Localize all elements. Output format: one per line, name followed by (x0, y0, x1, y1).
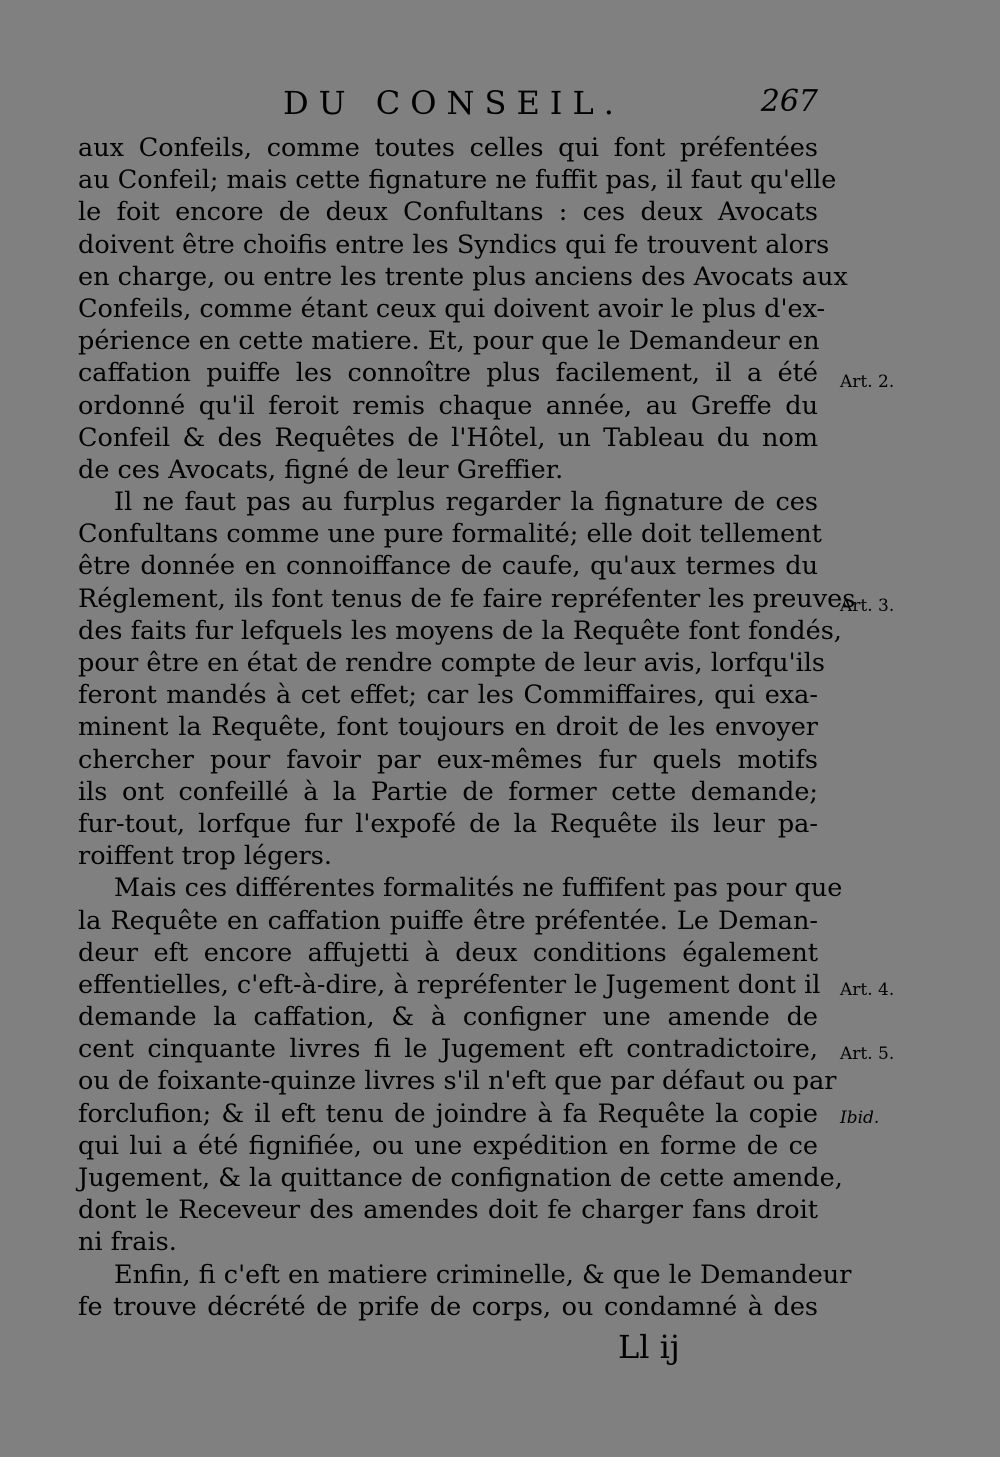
margin-note: Art. 4. (840, 980, 895, 1000)
text-line: dont le Receveur des amendes doit fe charger fans droit (78, 1195, 818, 1226)
text-line: des faits fur lefquels les moyens de la Requête font fondés, (78, 615, 842, 646)
margin-note: Art. 3. (840, 596, 895, 616)
text-line: ou de foixante-quinze livres s'il n'eft que par défaut ou par (78, 1066, 837, 1097)
text-line: de ces Avocats, figné de leur Greffier. (78, 454, 564, 485)
text-line: minent la Requête, font toujours en droit de les envoyer (78, 712, 818, 743)
text-line: doivent être choifis entre les Syndics qui fe trouvent alors (78, 229, 830, 260)
margin-note: Art. 5. (840, 1044, 895, 1064)
text-line: effentielles, c'eft-à-dire, à repréfenter le Jugement dont il (78, 969, 821, 1000)
text-line: qui lui a été fignifiée, ou une expédition en forme de ce (78, 1130, 818, 1161)
running-title: DU CONSEIL. (283, 84, 624, 122)
text-line: Confultans comme une pure formalité; elle doit tellement (78, 519, 822, 550)
running-header (78, 84, 818, 124)
body-text (78, 132, 856, 1323)
text-line: être donnée en connoiffance de caufe, qu'aux termes du (78, 551, 818, 582)
text-line: forclufion; & il eft tenu de joindre à fa Requête la copie (78, 1098, 818, 1129)
text-line: Mais ces différentes formalités ne fuffifent pas pour que (114, 873, 843, 904)
text-line: feront mandés à cet effet; car les Commiffaires, qui exa- (78, 680, 818, 711)
text-line: ils ont confeillé à la Partie de former cette demande; (78, 776, 818, 807)
text-line: Enfin, fi c'eft en matiere criminelle, & que le Demandeur (114, 1259, 852, 1290)
text-line: pour être en état de rendre compte de leur avis, lorfqu'ils (78, 648, 825, 678)
text-line: roiffent trop légers. (78, 841, 332, 872)
text-line: Il ne faut pas au furplus regarder la fignature de ces (114, 487, 818, 518)
text-line: fe trouve décrété de prife de corps, ou condamné à des (78, 1291, 818, 1322)
text-line: demande la caffation, & à configner une amende de (78, 1002, 818, 1033)
text-line: cent cinquante livres fi le Jugement eft contradictoire, (78, 1034, 818, 1065)
text-line: Confeils, comme étant ceux qui doivent avoir le plus d'ex- (78, 293, 826, 324)
text-line: caffation puiffe les connoître plus facilement, il a été (78, 358, 818, 389)
text-line: ni frais. (78, 1227, 177, 1258)
text-line: Réglement, ils font tenus de fe faire repréfenter les preuves (78, 583, 856, 614)
margin-note: Art. 2. (840, 372, 895, 392)
text-line: Confeil & des Requêtes de l'Hôtel, un Tableau du nom (78, 422, 818, 453)
signature-mark: Ll ij (618, 1328, 680, 1366)
text-line: Jugement, & la quittance de confignation de cette amende, (78, 1163, 843, 1193)
page-number: 267 (760, 84, 818, 119)
text-line: la Requête en caffation puiffe être préfentée. Le Deman- (78, 905, 818, 936)
text-line: deur eft encore affujetti à deux conditions également (78, 937, 818, 968)
text-line: fur-tout, lorfque fur l'expofé de la Requête ils leur pa- (78, 808, 818, 839)
text-line: au Confeil; mais cette fignature ne fuffit pas, il faut qu'elle (78, 165, 837, 196)
text-line: ordonné qu'il feroit remis chaque année, au Greffe du (78, 390, 818, 421)
text-line: le foit encore de deux Confultans : ces deux Avocats (78, 197, 818, 228)
text-line: chercher pour favoir par eux-mêmes fur quels motifs (78, 744, 818, 775)
text-line: aux Confeils, comme toutes celles qui font préfentées (78, 133, 818, 163)
margin-note: Ibid. (840, 1108, 880, 1128)
text-line: périence en cette matiere. Et, pour que le Demandeur en (78, 326, 820, 357)
text-line: en charge, ou entre les trente plus anciens des Avocats aux (78, 261, 848, 292)
